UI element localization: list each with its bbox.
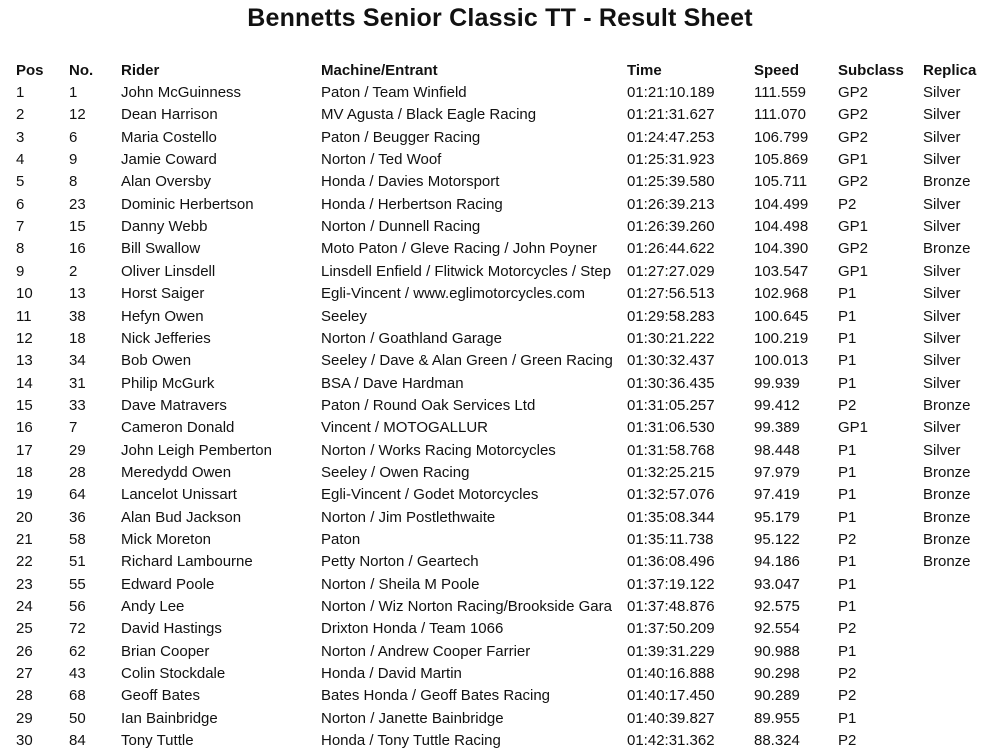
column-header-machine: Machine/Entrant — [321, 62, 438, 79]
cell-machine: Norton / Dunnell Racing — [321, 218, 481, 236]
table-row — [0, 194, 1000, 216]
cell-time: 01:31:58.768 — [627, 441, 715, 459]
table-row — [0, 149, 1000, 171]
cell-number: 33 — [69, 396, 86, 414]
cell-replica: Bronze — [923, 240, 971, 258]
cell-replica: Silver — [923, 307, 961, 325]
cell-speed: 97.979 — [754, 463, 800, 481]
table-row — [0, 596, 1000, 618]
cell-subclass: P1 — [838, 374, 857, 392]
cell-speed: 92.575 — [754, 598, 800, 616]
cell-replica: Bronze — [923, 531, 971, 548]
cell-time: 01:24:47.253 — [627, 128, 715, 146]
cell-time: 01:39:31.229 — [627, 642, 715, 660]
cell-subclass: P1 — [838, 441, 857, 459]
cell-speed: 90.289 — [754, 687, 800, 705]
cell-machine: Norton / Andrew Cooper Farrier — [321, 642, 531, 660]
cell-rider: Meredydd Owen — [121, 463, 232, 481]
table-row — [0, 82, 1000, 104]
cell-speed: 95.179 — [754, 508, 800, 526]
cell-rider: Brian Cooper — [121, 642, 210, 660]
cell-machine: Honda / Tony Tuttle Racing — [321, 732, 501, 750]
cell-speed: 104.499 — [754, 195, 809, 213]
cell-speed: 94.186 — [754, 553, 800, 571]
cell-number: 62 — [69, 642, 86, 660]
cell-pos: 12 — [16, 329, 33, 347]
cell-pos: 6 — [16, 195, 25, 213]
cell-speed: 111.070 — [754, 106, 806, 124]
cell-rider: Lancelot Unissart — [121, 486, 237, 504]
table-row — [0, 529, 1000, 551]
table-row — [0, 417, 1000, 439]
cell-pos: 27 — [16, 665, 33, 683]
cell-number: 13 — [69, 285, 86, 303]
cell-speed: 99.412 — [754, 396, 800, 414]
cell-subclass: P1 — [838, 307, 857, 325]
cell-number: 7 — [69, 419, 78, 437]
cell-rider: Hefyn Owen — [121, 307, 204, 325]
cell-speed: 95.122 — [754, 531, 800, 548]
cell-subclass: GP2 — [838, 128, 869, 146]
cell-replica: Bronze — [923, 173, 971, 191]
cell-number: 23 — [69, 195, 86, 213]
cell-number: 68 — [69, 687, 86, 705]
cell-subclass: GP2 — [838, 240, 869, 258]
table-row — [0, 238, 1000, 260]
cell-rider: Dave Matravers — [121, 396, 227, 414]
cell-replica: Silver — [923, 352, 961, 370]
cell-subclass: P1 — [838, 486, 857, 504]
cell-speed: 105.869 — [754, 151, 809, 169]
cell-speed: 104.390 — [754, 240, 809, 258]
cell-pos: 1 — [16, 84, 25, 101]
cell-time: 01:25:31.923 — [627, 151, 715, 169]
cell-machine: Paton / Team Winfield — [321, 84, 467, 101]
cell-pos: 24 — [16, 598, 33, 616]
cell-subclass: P1 — [838, 575, 857, 593]
table-row — [0, 395, 1000, 417]
cell-subclass: P2 — [838, 665, 857, 683]
cell-time: 01:30:32.437 — [627, 352, 715, 370]
cell-pos: 28 — [16, 687, 33, 705]
cell-subclass: P2 — [838, 195, 857, 213]
cell-machine: Norton / Wiz Norton Racing/Brookside Gara — [321, 598, 612, 616]
cell-machine: Petty Norton / Geartech — [321, 553, 479, 571]
cell-rider: Tony Tuttle — [121, 732, 194, 750]
cell-machine: Honda / Davies Motorsport — [321, 173, 500, 191]
cell-number: 15 — [69, 218, 86, 236]
cell-machine: Seeley — [321, 307, 367, 325]
cell-speed: 102.968 — [754, 285, 809, 303]
cell-machine: Paton / Beugger Racing — [321, 128, 481, 146]
cell-rider: Richard Lambourne — [121, 553, 253, 571]
cell-time: 01:21:31.627 — [627, 106, 715, 124]
cell-time: 01:35:11.738 — [627, 531, 714, 548]
cell-pos: 9 — [16, 262, 25, 280]
cell-pos: 21 — [16, 531, 33, 548]
cell-subclass: GP1 — [838, 151, 869, 169]
cell-rider: Danny Webb — [121, 218, 208, 236]
table-row — [0, 328, 1000, 350]
cell-subclass: GP2 — [838, 106, 869, 124]
cell-rider: Nick Jefferies — [121, 329, 211, 347]
table-row — [0, 663, 1000, 685]
cell-time: 01:40:39.827 — [627, 709, 715, 727]
cell-pos: 26 — [16, 642, 33, 660]
cell-subclass: P1 — [838, 285, 857, 303]
cell-machine: Egli-Vincent / Godet Motorcycles — [321, 486, 539, 504]
cell-pos: 25 — [16, 620, 33, 638]
cell-rider: Maria Costello — [121, 128, 217, 146]
cell-pos: 11 — [16, 307, 32, 325]
cell-machine: Honda / Herbertson Racing — [321, 195, 503, 213]
cell-pos: 7 — [16, 218, 25, 236]
cell-replica: Bronze — [923, 463, 971, 481]
cell-pos: 8 — [16, 240, 25, 258]
cell-speed: 100.219 — [754, 329, 809, 347]
cell-pos: 29 — [16, 709, 33, 727]
cell-replica: Silver — [923, 285, 961, 303]
cell-subclass: P2 — [838, 396, 857, 414]
cell-speed: 103.547 — [754, 262, 809, 280]
cell-replica: Bronze — [923, 486, 971, 504]
table-row — [0, 730, 1000, 752]
cell-rider: Dean Harrison — [121, 106, 218, 124]
cell-subclass: P1 — [838, 352, 857, 370]
table-row — [0, 618, 1000, 640]
cell-number: 72 — [69, 620, 86, 638]
cell-time: 01:27:56.513 — [627, 285, 715, 303]
cell-time: 01:31:05.257 — [627, 396, 715, 414]
cell-speed: 92.554 — [754, 620, 800, 638]
table-row — [0, 484, 1000, 506]
table-row — [0, 574, 1000, 596]
cell-rider: Horst Saiger — [121, 285, 205, 303]
cell-replica: Silver — [923, 195, 961, 213]
cell-time: 01:40:17.450 — [627, 687, 715, 705]
cell-rider: Andy Lee — [121, 598, 185, 616]
cell-rider: Geoff Bates — [121, 687, 200, 705]
cell-time: 01:26:39.213 — [627, 195, 715, 213]
table-row — [0, 127, 1000, 149]
cell-speed: 111.559 — [754, 84, 806, 101]
cell-pos: 10 — [16, 285, 33, 303]
cell-machine: Paton — [321, 531, 361, 548]
table-row — [0, 462, 1000, 484]
cell-pos: 5 — [16, 173, 25, 191]
cell-speed: 100.645 — [754, 307, 809, 325]
cell-pos: 3 — [16, 128, 25, 146]
cell-subclass: P2 — [838, 620, 857, 638]
cell-machine: Seeley / Dave & Alan Green / Green Racing — [321, 352, 613, 370]
cell-number: 55 — [69, 575, 86, 593]
cell-speed: 89.955 — [754, 709, 800, 727]
cell-time: 01:37:50.209 — [627, 620, 715, 638]
cell-time: 01:21:10.189 — [627, 84, 715, 101]
cell-speed: 88.324 — [754, 732, 800, 750]
cell-number: 38 — [69, 307, 86, 325]
page-title: Bennetts Senior Classic TT - Result Sheet — [247, 4, 753, 32]
cell-pos: 15 — [16, 396, 33, 414]
cell-replica: Silver — [923, 151, 961, 169]
cell-machine: Moto Paton / Gleve Racing / John Poyner — [321, 240, 597, 258]
cell-replica: Silver — [923, 329, 961, 347]
cell-pos: 30 — [16, 732, 33, 750]
cell-replica: Silver — [923, 374, 961, 392]
cell-rider: David Hastings — [121, 620, 222, 638]
cell-machine: Drixton Honda / Team 1066 — [321, 620, 504, 638]
cell-machine: Norton / Sheila M Poole — [321, 575, 480, 593]
cell-pos: 20 — [16, 508, 33, 526]
cell-time: 01:36:08.496 — [627, 553, 715, 571]
cell-subclass: P2 — [838, 531, 857, 548]
cell-speed: 100.013 — [754, 352, 809, 370]
table-row — [0, 373, 1000, 395]
cell-rider: John McGuinness — [121, 84, 242, 101]
cell-number: 51 — [69, 553, 86, 571]
cell-rider: Philip McGurk — [121, 374, 215, 392]
table-row — [0, 261, 1000, 283]
cell-rider: Edward Poole — [121, 575, 215, 593]
cell-rider: Alan Oversby — [121, 173, 212, 191]
cell-pos: 17 — [16, 441, 33, 459]
cell-number: 84 — [69, 732, 86, 750]
cell-number: 18 — [69, 329, 86, 347]
cell-subclass: GP2 — [838, 173, 869, 191]
table-row — [0, 283, 1000, 305]
cell-time: 01:42:31.362 — [627, 732, 715, 750]
cell-rider: Mick Moreton — [121, 531, 212, 548]
cell-subclass: P1 — [838, 463, 857, 481]
cell-time: 01:32:57.076 — [627, 486, 715, 504]
cell-replica: Silver — [923, 106, 961, 124]
cell-replica: Silver — [923, 262, 961, 280]
cell-rider: Dominic Herbertson — [121, 195, 254, 213]
cell-machine: Norton / Janette Bainbridge — [321, 709, 504, 727]
cell-time: 01:32:25.215 — [627, 463, 715, 481]
cell-time: 01:27:27.029 — [627, 262, 715, 280]
table-row — [0, 507, 1000, 529]
column-header-replica: Replica — [923, 62, 977, 79]
cell-machine: Linsdell Enfield / Flitwick Motorcycles / Step — [321, 262, 612, 280]
cell-number: 29 — [69, 441, 86, 459]
table-row — [0, 306, 1000, 328]
cell-time: 01:26:39.260 — [627, 218, 715, 236]
cell-number: 6 — [69, 128, 78, 146]
cell-rider: Cameron Donald — [121, 419, 235, 437]
cell-time: 01:30:21.222 — [627, 329, 715, 347]
cell-machine: Egli-Vincent / www.eglimotorcycles.com — [321, 285, 585, 303]
cell-replica: Bronze — [923, 553, 971, 571]
cell-number: 34 — [69, 352, 86, 370]
cell-machine: Paton / Round Oak Services Ltd — [321, 396, 536, 414]
cell-number: 31 — [69, 374, 86, 392]
column-header-speed: Speed — [754, 62, 800, 79]
cell-rider: Colin Stockdale — [121, 665, 226, 683]
cell-speed: 106.799 — [754, 128, 809, 146]
cell-rider: Bob Owen — [121, 352, 192, 370]
cell-number: 28 — [69, 463, 86, 481]
table-row — [0, 440, 1000, 462]
table-row — [0, 350, 1000, 372]
table-row — [0, 171, 1000, 193]
table-row — [0, 708, 1000, 730]
cell-number: 56 — [69, 598, 86, 616]
cell-rider: Bill Swallow — [121, 240, 201, 258]
cell-number: 1 — [69, 84, 78, 101]
cell-subclass: P1 — [838, 642, 857, 660]
column-header-pos: Pos — [16, 62, 44, 79]
cell-number: 12 — [69, 106, 86, 124]
cell-time: 01:37:19.122 — [627, 575, 715, 593]
cell-time: 01:31:06.530 — [627, 419, 715, 437]
cell-number: 8 — [69, 173, 78, 191]
cell-time: 01:29:58.283 — [627, 307, 715, 325]
table-row — [0, 551, 1000, 573]
cell-machine: Honda / David Martin — [321, 665, 462, 683]
cell-pos: 18 — [16, 463, 33, 481]
cell-subclass: GP1 — [838, 218, 869, 236]
cell-time: 01:26:44.622 — [627, 240, 715, 258]
table-header-row — [0, 60, 1000, 82]
cell-rider: Alan Bud Jackson — [121, 508, 242, 526]
cell-subclass: GP2 — [838, 84, 869, 101]
cell-pos: 2 — [16, 106, 25, 124]
cell-machine: MV Agusta / Black Eagle Racing — [321, 106, 537, 124]
cell-time: 01:25:39.580 — [627, 173, 715, 191]
cell-speed: 93.047 — [754, 575, 800, 593]
cell-subclass: P1 — [838, 508, 857, 526]
cell-replica: Silver — [923, 441, 961, 459]
cell-number: 43 — [69, 665, 86, 683]
cell-number: 64 — [69, 486, 86, 504]
cell-subclass: P2 — [838, 732, 857, 750]
table-row — [0, 216, 1000, 238]
cell-rider: Ian Bainbridge — [121, 709, 218, 727]
cell-speed: 90.298 — [754, 665, 800, 683]
cell-machine: Bates Honda / Geoff Bates Racing — [321, 687, 551, 705]
cell-pos: 4 — [16, 151, 25, 169]
cell-number: 58 — [69, 531, 86, 548]
cell-subclass: P1 — [838, 598, 857, 616]
cell-number: 9 — [69, 151, 78, 169]
cell-time: 01:30:36.435 — [627, 374, 715, 392]
cell-speed: 90.988 — [754, 642, 800, 660]
cell-subclass: GP1 — [838, 419, 869, 437]
cell-speed: 99.389 — [754, 419, 800, 437]
cell-speed: 104.498 — [754, 218, 809, 236]
cell-replica: Silver — [923, 128, 961, 146]
cell-speed: 105.711 — [754, 173, 808, 191]
cell-number: 36 — [69, 508, 86, 526]
cell-machine: Vincent / MOTOGALLUR — [321, 419, 489, 437]
cell-replica: Silver — [923, 419, 961, 437]
cell-replica: Silver — [923, 218, 961, 236]
cell-machine: BSA / Dave Hardman — [321, 374, 464, 392]
cell-machine: Norton / Works Racing Motorcycles — [321, 441, 556, 459]
cell-number: 50 — [69, 709, 86, 727]
column-header-time: Time — [627, 62, 662, 79]
cell-subclass: GP1 — [838, 262, 869, 280]
cell-time: 01:40:16.888 — [627, 665, 715, 683]
cell-pos: 13 — [16, 352, 33, 370]
cell-speed: 98.448 — [754, 441, 800, 459]
cell-subclass: P2 — [838, 687, 857, 705]
cell-pos: 23 — [16, 575, 33, 593]
table-row — [0, 104, 1000, 126]
cell-machine: Seeley / Owen Racing — [321, 463, 470, 481]
cell-subclass: P1 — [838, 553, 857, 571]
cell-rider: Jamie Coward — [121, 151, 217, 169]
cell-number: 16 — [69, 240, 86, 258]
cell-replica: Bronze — [923, 508, 971, 526]
cell-rider: John Leigh Pemberton — [121, 441, 272, 459]
cell-number: 2 — [69, 262, 78, 280]
cell-pos: 22 — [16, 553, 33, 571]
cell-pos: 19 — [16, 486, 33, 504]
table-row — [0, 641, 1000, 663]
cell-time: 01:37:48.876 — [627, 598, 715, 616]
cell-pos: 14 — [16, 374, 33, 392]
cell-machine: Norton / Ted Woof — [321, 151, 442, 169]
cell-replica: Bronze — [923, 396, 971, 414]
cell-replica: Silver — [923, 84, 961, 101]
cell-machine: Norton / Jim Postlethwaite — [321, 508, 496, 526]
cell-subclass: P1 — [838, 329, 857, 347]
column-header-no: No. — [69, 62, 94, 79]
cell-pos: 16 — [16, 419, 33, 437]
cell-speed: 97.419 — [754, 486, 800, 504]
column-header-rider: Rider — [121, 62, 160, 79]
cell-rider: Oliver Linsdell — [121, 262, 216, 280]
cell-subclass: P1 — [838, 709, 857, 727]
cell-time: 01:35:08.344 — [627, 508, 715, 526]
table-row — [0, 685, 1000, 707]
cell-speed: 99.939 — [754, 374, 800, 392]
column-header-subclass: Subclass — [838, 62, 904, 79]
cell-machine: Norton / Goathland Garage — [321, 329, 502, 347]
